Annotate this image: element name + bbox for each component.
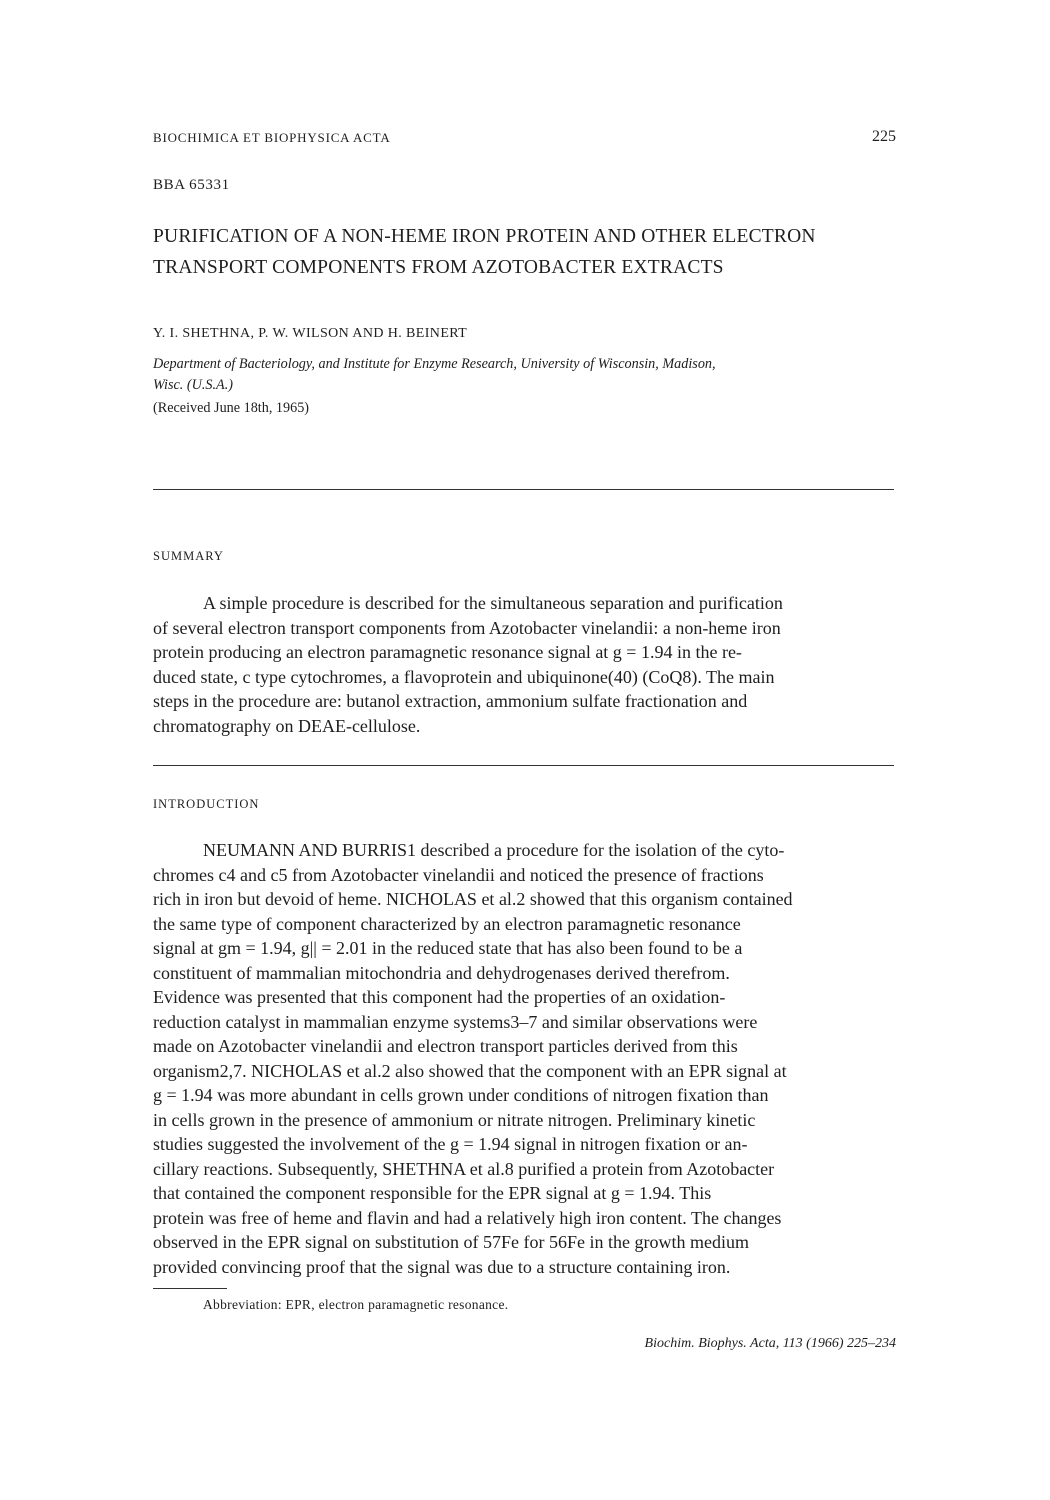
page-number: 225	[872, 128, 896, 145]
intro-line: Evidence was presented that this component had the properties of an oxidation-	[153, 987, 726, 1007]
bba-number: BBA 65331	[153, 177, 230, 193]
journal-name: BIOCHIMICA ET BIOPHYSICA ACTA	[153, 130, 391, 145]
authors: Y. I. SHETHNA, P. W. WILSON AND H. BEINERT	[153, 326, 468, 341]
journal-page	[153, 0, 896, 1500]
intro-line: g = 1.94 was more abundant in cells grown under conditions of nitrogen fixation than	[153, 1085, 769, 1105]
summary-heading: SUMMARY	[153, 549, 224, 563]
intro-line: provided convincing proof that the signal was due to a structure containing iron.	[153, 1256, 731, 1277]
intro-line: that contained the component responsible for the EPR signal at g = 1.94. This	[153, 1183, 712, 1203]
intro-line: signal at gm = 1.94, g|| = 2.01 in the reduced state that has also been found to be a	[153, 938, 743, 958]
intro-line: in cells grown in the presence of ammonium or nitrate nitrogen. Preliminary kinetic	[153, 1109, 756, 1130]
intro-line: the same type of component characterized by an electron paramagnetic resonance	[153, 913, 741, 934]
summary-line: A simple procedure is described for the simultaneous separation and purification	[203, 593, 783, 613]
intro-line: NEUMANN AND BURRIS1 described a procedure for the isolation of the cyto-	[203, 840, 785, 860]
intro-line: reduction catalyst in mammalian enzyme systems3–7 and similar observations were	[153, 1011, 758, 1032]
intro-line: observed in the EPR signal on substitution of 57Fe for 56Fe in the growth medium	[153, 1232, 749, 1252]
summary-line: of several electron transport components from Azotobacter vinelandii: a non-heme iron	[153, 617, 781, 638]
affiliation-line: Wisc. (U.S.A.)	[153, 377, 233, 393]
summary-line: chromatography on DEAE-cellulose.	[153, 715, 421, 736]
intro-line: studies suggested the involvement of the g = 1.94 signal in nitrogen fixation or an-	[153, 1134, 748, 1154]
intro-line: protein was free of heme and flavin and had a relatively high iron content. The changes	[153, 1207, 782, 1228]
introduction-text	[153, 838, 913, 1279]
divider-rule	[153, 489, 894, 490]
footnote: Abbreviation: EPR, electron paramagnetic resonance.	[203, 1297, 509, 1312]
article-title	[153, 221, 913, 283]
running-head	[153, 130, 896, 146]
intro-line: cillary reactions. Subsequently, SHETHNA et al.8 purified a protein from Azotobacter	[153, 1158, 775, 1179]
journal-citation: Biochim. Biophys. Acta, 113 (1966) 225–234	[644, 1336, 896, 1351]
introduction-heading: INTRODUCTION	[153, 797, 260, 811]
title-line: PURIFICATION OF A NON-HEME IRON PROTEIN AND OTHER ELECTRON	[153, 226, 816, 247]
summary-line: steps in the procedure are: butanol extraction, ammonium sulfate fractionation and	[153, 691, 748, 711]
title-line: TRANSPORT COMPONENTS FROM AZOTOBACTER EXTRACTS	[153, 257, 724, 278]
affiliation-line: Department of Bacteriology, and Institute for Enzyme Research, University of Wisconsin, Madison,	[153, 356, 716, 372]
intro-line: organism2,7. NICHOLAS et al.2 also showed that the component with an EPR signal at	[153, 1060, 787, 1081]
received-date: (Received June 18th, 1965)	[153, 400, 310, 416]
summary-line: protein producing an electron paramagnetic resonance signal at g = 1.94 in the re-	[153, 642, 742, 662]
divider-rule	[153, 765, 894, 766]
summary-text	[153, 591, 913, 738]
intro-line: rich in iron but devoid of heme. NICHOLAS et al.2 showed that this organism contained	[153, 889, 793, 909]
intro-line: constituent of mammalian mitochondria and dehydrogenases derived therefrom.	[153, 962, 730, 983]
affiliation	[153, 354, 913, 396]
footnote-rule	[153, 1288, 227, 1289]
intro-line: chromes c4 and c5 from Azotobacter vinelandii and noticed the presence of fractions	[153, 864, 764, 885]
summary-line: duced state, c type cytochromes, a flavoprotein and ubiquinone(40) (CoQ8). The main	[153, 666, 775, 687]
intro-line: made on Azotobacter vinelandii and electron transport particles derived from this	[153, 1036, 738, 1056]
